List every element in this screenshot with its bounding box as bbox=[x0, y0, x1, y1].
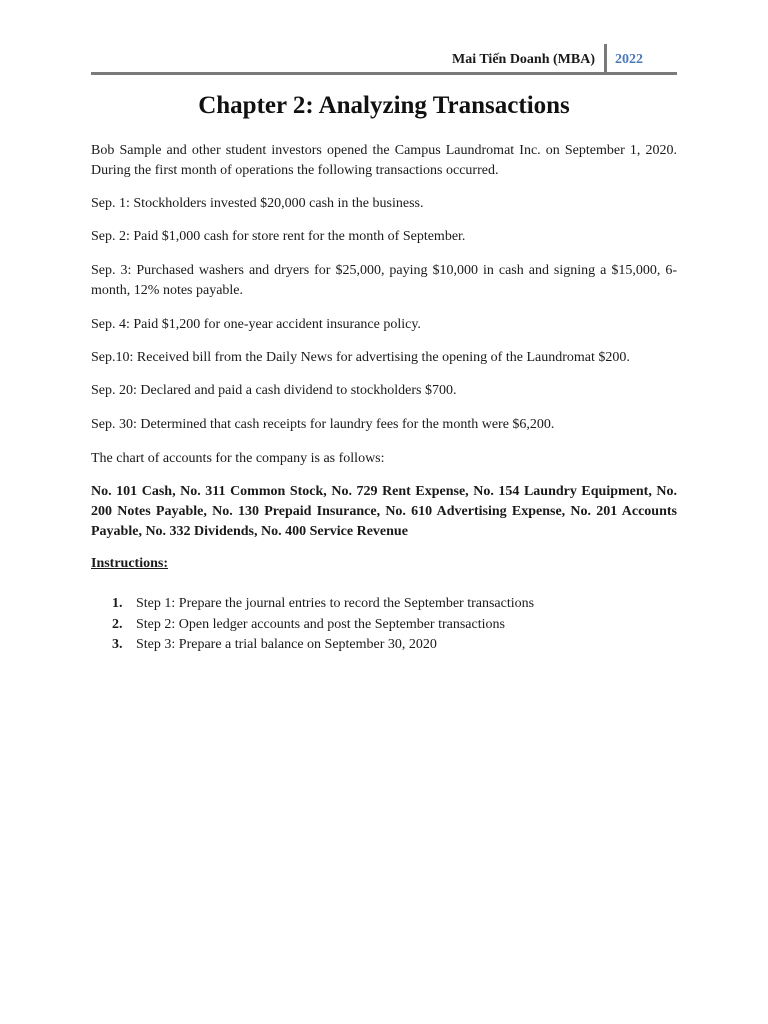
transaction-sep-3: Sep. 3: Purchased washers and dryers for $25,000, paying $10,000 in cash and signing a $15,000, 6-month, 12% notes payable. bbox=[91, 263, 677, 298]
transaction-sep-10: Sep.10: Received bill from the Daily News for advertising the opening of the Laundromat $200. bbox=[91, 350, 630, 365]
header-separator bbox=[604, 44, 607, 74]
transaction-sep-2: Sep. 2: Paid $1,000 cash for store rent for the month of September. bbox=[91, 229, 466, 244]
step-text: Step 2: Open ledger accounts and post the September transactions bbox=[136, 616, 505, 632]
transaction-sep-4: Sep. 4: Paid $1,200 for one-year accident insurance policy. bbox=[91, 317, 421, 332]
step-number: 1. bbox=[112, 596, 123, 611]
header-rule bbox=[91, 72, 677, 75]
instruction-step bbox=[91, 615, 677, 636]
step-text: Step 3: Prepare a trial balance on September 30, 2020 bbox=[136, 637, 437, 652]
step-number: 3. bbox=[112, 637, 123, 652]
instruction-step bbox=[91, 635, 677, 656]
step-text: Step 1: Prepare the journal entries to record the September transactions bbox=[136, 596, 535, 611]
instructions-heading: Instructions: bbox=[91, 556, 169, 571]
chapter-title: Chapter 2: Analyzing Transactions bbox=[198, 92, 570, 119]
transaction-sep-30: Sep. 30: Determined that cash receipts for laundry fees for the month were $6,200. bbox=[91, 417, 555, 432]
intro-paragraph: Bob Sample and other student investors opened the Campus Laundromat Inc. on September 1, 2020. During the first month of operations the following transactions occurred. bbox=[91, 143, 677, 178]
chart-of-accounts-list: No. 101 Cash, No. 311 Common Stock, No. 729 Rent Expense, No. 154 Laundry Equipment, No. 200 Notes Payable, No. 130 Prepaid Insurance, No. 610 Advertising Expense, No. 201 Accounts Payable, No. 332 Dividends, No. 400 Service Revenue bbox=[91, 484, 677, 539]
chart-of-accounts-intro: The chart of accounts for the company is as follows: bbox=[91, 451, 385, 466]
instruction-step bbox=[91, 594, 677, 615]
instruction-steps bbox=[91, 594, 677, 656]
transaction-sep-1: Sep. 1: Stockholders invested $20,000 cash in the business. bbox=[91, 196, 424, 211]
header-year: 2022 bbox=[615, 52, 643, 67]
step-number: 2. bbox=[112, 616, 123, 632]
transaction-sep-20: Sep. 20: Declared and paid a cash dividend to stockholders $700. bbox=[91, 383, 457, 398]
header-author: Mai Tiến Doanh (MBA) bbox=[452, 52, 595, 67]
